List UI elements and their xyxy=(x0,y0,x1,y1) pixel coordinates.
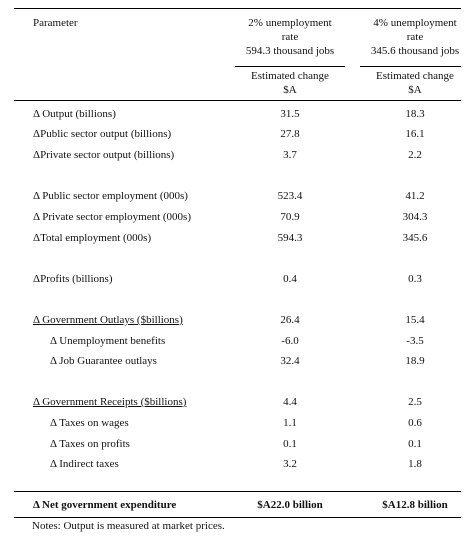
table-row xyxy=(14,271,461,287)
col1-subheader: Estimated change $A xyxy=(251,70,329,96)
row-value-2pct: 27.8 xyxy=(280,128,300,140)
row-value-4pct: 1.8 xyxy=(408,458,422,470)
row-value-2pct: 26.4 xyxy=(280,314,300,326)
col1-subrule xyxy=(235,66,345,67)
row-label: Δ Job Guarantee outlays xyxy=(50,355,157,367)
row-label: Δ Public sector employment (000s) xyxy=(33,190,188,202)
row-label: Δ Taxes on wages xyxy=(50,417,129,429)
table-row xyxy=(14,394,461,410)
table-row xyxy=(14,456,461,472)
row-value-2pct: 594.3 xyxy=(277,232,303,244)
table-row xyxy=(14,353,461,369)
col2-header: 4% unemployment rate 345.6 thousand jobs xyxy=(370,17,460,57)
row-value-2pct: 0.1 xyxy=(283,438,297,450)
row-value-2pct: 31.5 xyxy=(280,108,300,120)
row-value-4pct: 2.5 xyxy=(408,396,422,408)
row-value-4pct: 304.3 xyxy=(402,211,428,223)
table-row xyxy=(14,415,461,431)
table-notes: Notes: Output is measured at market prices. xyxy=(32,520,225,532)
row-value-2pct: 32.4 xyxy=(280,355,300,367)
table-row xyxy=(14,188,461,204)
row-label: Δ Government Receipts ($billions) xyxy=(33,396,187,408)
row-label: Δ Taxes on profits xyxy=(50,438,130,450)
total-value-2pct: $A22.0 billion xyxy=(257,499,323,511)
parameter-header: Parameter xyxy=(33,17,78,29)
row-value-2pct: 1.1 xyxy=(283,417,297,429)
table-row xyxy=(14,106,461,122)
row-label: Δ Government Outlays ($billions) xyxy=(33,314,183,326)
row-label: ΔProfits (billions) xyxy=(33,273,113,285)
col2-subheader: Estimated change $A xyxy=(376,70,454,96)
table-row xyxy=(14,147,461,163)
header-rule xyxy=(14,100,461,101)
total-value-4pct: $A12.8 billion xyxy=(382,499,448,511)
row-value-4pct: 2.2 xyxy=(408,149,422,161)
row-value-4pct: 0.3 xyxy=(408,273,422,285)
row-value-4pct: 41.2 xyxy=(405,190,425,202)
total-label: Δ Net government expenditure xyxy=(33,499,177,511)
row-value-2pct: 523.4 xyxy=(277,190,303,202)
row-label: Δ Indirect taxes xyxy=(50,458,119,470)
row-label: ΔPrivate sector output (billions) xyxy=(33,149,175,161)
row-value-2pct: 70.9 xyxy=(280,211,300,223)
table-row xyxy=(14,126,461,142)
total-rule xyxy=(14,491,461,492)
row-label: Δ Private sector employment (000s) xyxy=(33,211,191,223)
table-row xyxy=(14,436,461,452)
row-value-4pct: -3.5 xyxy=(406,335,424,347)
row-value-2pct: 3.2 xyxy=(283,458,297,470)
row-value-4pct: 18.9 xyxy=(405,355,425,367)
total-row xyxy=(14,497,461,513)
row-value-4pct: 0.6 xyxy=(408,417,422,429)
row-value-4pct: 0.1 xyxy=(408,438,422,450)
row-value-4pct: 18.3 xyxy=(405,108,425,120)
table-row xyxy=(14,312,461,328)
row-label: Δ Unemployment benefits xyxy=(50,335,166,347)
row-value-2pct: -6.0 xyxy=(281,335,299,347)
row-label: ΔTotal employment (000s) xyxy=(33,232,152,244)
row-label: ΔPublic sector output (billions) xyxy=(33,128,172,140)
row-value-4pct: 16.1 xyxy=(405,128,425,140)
row-value-4pct: 15.4 xyxy=(405,314,425,326)
row-value-2pct: 0.4 xyxy=(283,273,297,285)
col2-subrule xyxy=(360,66,461,67)
row-value-2pct: 3.7 xyxy=(283,149,297,161)
table-row xyxy=(14,333,461,349)
table-row xyxy=(14,209,461,225)
top-rule xyxy=(14,8,461,9)
row-value-4pct: 345.6 xyxy=(402,232,428,244)
row-value-2pct: 4.4 xyxy=(283,396,297,408)
bottom-rule xyxy=(14,517,461,518)
col1-header: 2% unemployment rate 594.3 thousand jobs xyxy=(245,17,335,57)
row-label: Δ Output (billions) xyxy=(33,108,116,120)
table-row xyxy=(14,230,461,246)
